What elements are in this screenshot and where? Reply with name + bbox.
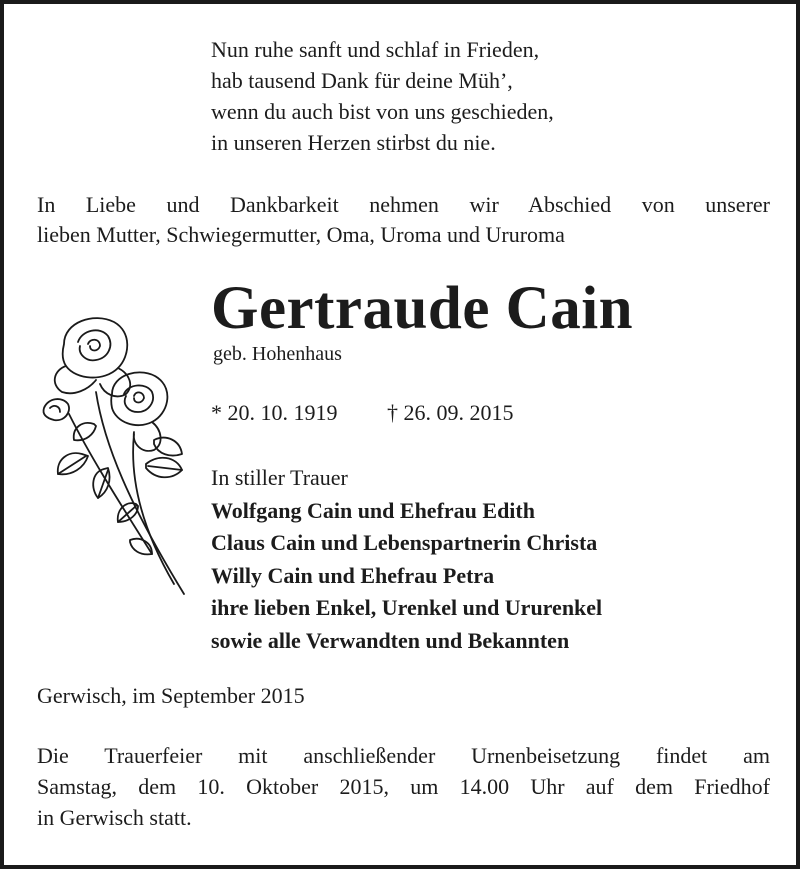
death-date: † 26. 09. 2015 — [387, 400, 514, 425]
mourner-line: Willy Cain und Ehefrau Petra — [211, 562, 495, 588]
life-dates — [211, 399, 514, 427]
mourners-block — [211, 462, 602, 657]
mourner-line: Wolfgang Cain und Ehefrau Edith — [211, 497, 535, 523]
intro-line: lieben Mutter, Schwiegermutter, Oma, Uroma und Ururoma — [37, 222, 565, 247]
place-and-date: Gerwisch, im September 2015 — [37, 683, 305, 708]
poem-line: hab tausend Dank für deine Müh’, — [211, 68, 513, 93]
roses-illustration-icon — [34, 304, 194, 604]
poem — [211, 34, 554, 158]
funeral-line: Samstag, dem 10. Oktober 2015, um 14.00 Uhr auf dem Friedhof — [37, 774, 770, 799]
birth-date: * 20. 10. 1919 — [211, 400, 338, 425]
funeral-line: Die Trauerfeier mit anschließender Urnenbeisetzung findet am — [37, 743, 770, 768]
mourners-heading: In stiller Trauer — [211, 465, 348, 490]
funeral-info — [37, 740, 770, 833]
mourner-line: sowie alle Verwandten und Bekannten — [211, 627, 570, 653]
deceased-name: Gertraude Cain — [211, 275, 634, 342]
intro-line: In Liebe und Dankbarkeit nehmen wir Abschied von unserer — [37, 192, 770, 217]
maiden-name: geb. Hohenhaus — [213, 343, 342, 365]
mourner-line: Claus Cain und Lebenspartnerin Christa — [211, 530, 598, 555]
poem-line: wenn du auch bist von uns geschieden, — [211, 99, 554, 124]
poem-line: Nun ruhe sanft und schlaf in Frieden, — [211, 37, 540, 62]
funeral-line: in Gerwisch statt. — [37, 805, 192, 830]
mourner-line: ihre lieben Enkel, Urenkel und Ururenkel — [211, 595, 603, 620]
poem-line: in unseren Herzen stirbst du nie. — [211, 130, 496, 155]
farewell-intro — [37, 190, 770, 250]
